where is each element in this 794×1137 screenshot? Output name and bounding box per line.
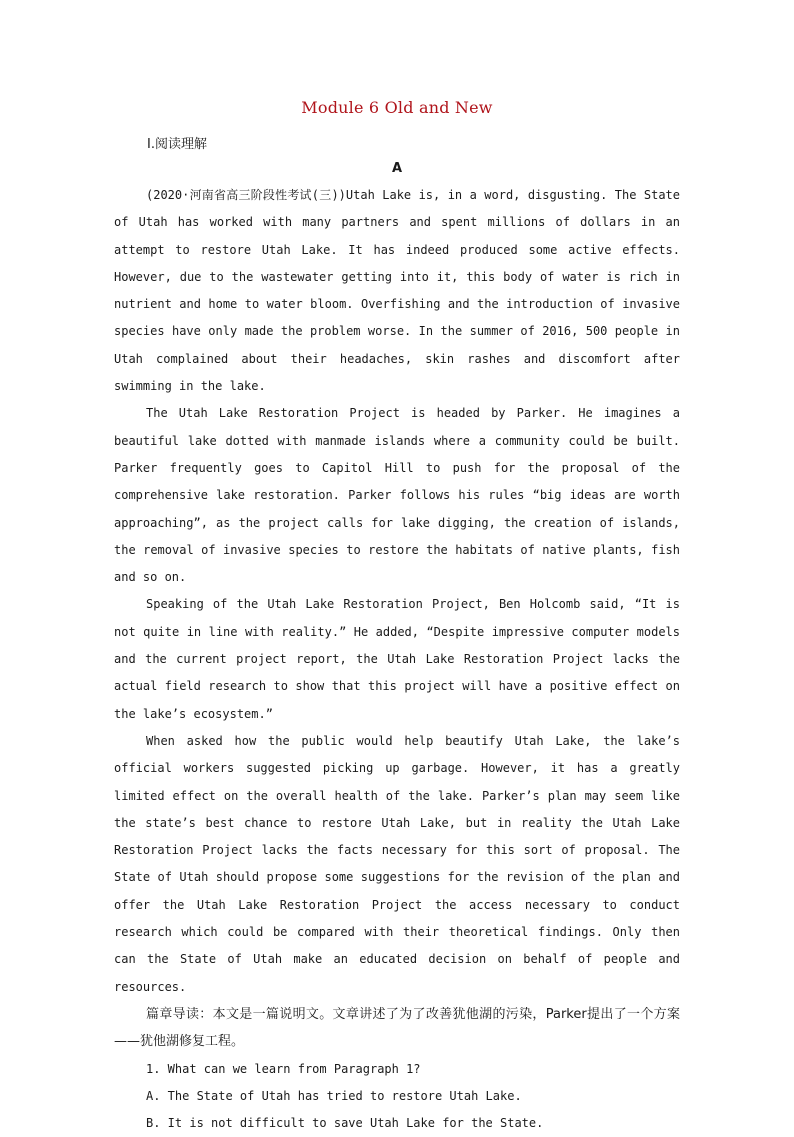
section-heading: Ⅰ.阅读理解 bbox=[147, 137, 207, 152]
paragraph-3: Speaking of the Utah Lake Restoration Project, Ben Holcomb said, “It is not quite in line with reality.” He added, “Despite impressive computer models and the current project report, the Utah Lake Restoration Project lacks the actual field research to show that this project will have a positive effect on the lake’s ecosystem.” bbox=[114, 597, 680, 721]
question-option-a: A. The State of Utah has tried to restore Utah Lake. bbox=[146, 1088, 522, 1103]
module-title: Module 6 Old and New bbox=[301, 98, 493, 117]
paragraph-4: When asked how the public would help beautify Utah Lake, the lake’s official workers suggested picking up garbage. However, it has a greatly limited effect on the overall health of the lake. Parker’s plan may seem like the state’s best chance to restore Utah Lake, but in reality the Utah Lake Restoration Project lacks the facts necessary for this sort of proposal. The State of Utah should propose some suggestions for the revision of the plan and offer the Utah Lake Restoration Project the access necessary to conduct research which could be compared with their theoretical findings. Only then can the State of Utah make an educated decision on behalf of people and resources. bbox=[114, 733, 680, 994]
paragraph-1: (2020·河南省高三阶段性考试(三))Utah Lake is, in a word, disgusting. The State of Utah has worked with many partners and spent millions of dollars in an attempt to restore Utah Lake. It has indeed produced some active effects. However, due to the wastewater getting into it, this body of water is rich in nutrient and home to water bloom. Overfishing and the introduction of invasive species have only made the problem worse. In the summer of 2016, 500 people in Utah complained about their headaches, skin rashes and discomfort after swimming in the lake. bbox=[114, 188, 680, 394]
passage-body bbox=[114, 182, 680, 1137]
passage-guide: 篇章导读：本文是一篇说明文。文章讲述了为了改善犹他湖的污染，Parker提出了一个方案——犹他湖修复工程。 bbox=[114, 1006, 680, 1050]
passage-label: A bbox=[391, 161, 403, 176]
question-option-b: B. It is not difficult to save Utah Lake for the State. bbox=[146, 1116, 544, 1131]
paragraph-2: The Utah Lake Restoration Project is headed by Parker. He imagines a beautiful lake dotted with manmade islands where a community could be built. Parker frequently goes to Capitol Hill to push for the proposal of the comprehensive lake restoration. Parker follows his rules “big ideas are worth approaching”, as the project calls for lake digging, the creation of islands, the removal of invasive species to restore the habitats of native plants, fish and so on. bbox=[114, 406, 680, 585]
question-stem: 1. What can we learn from Paragraph 1? bbox=[146, 1061, 421, 1076]
